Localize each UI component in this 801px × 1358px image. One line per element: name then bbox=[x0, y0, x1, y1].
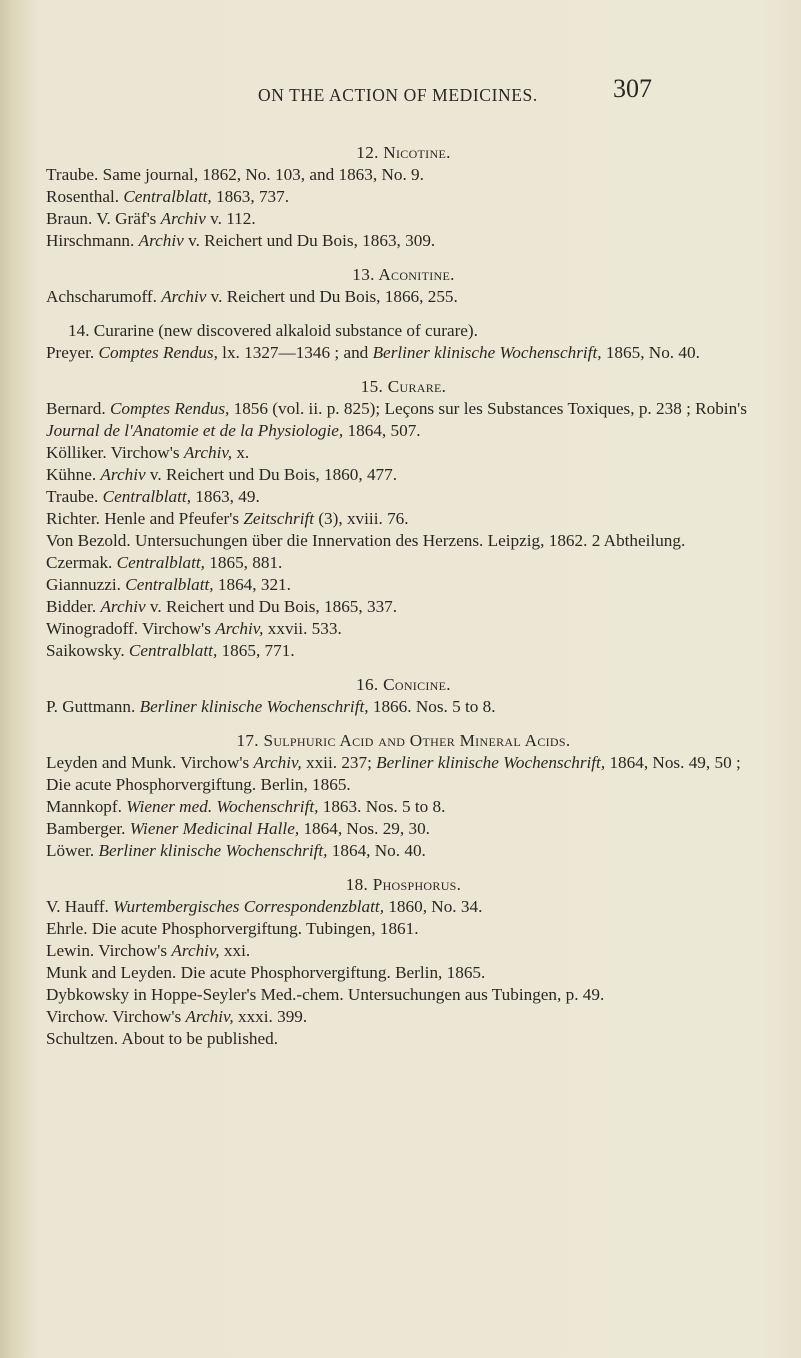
section-heading: 17. Sulphuric Acid and Other Mineral Acids. bbox=[236, 731, 571, 750]
publication-title: Wiener Medicinal Halle, bbox=[129, 819, 300, 838]
bibliography-entry: Saikowsky. Centralblatt, 1865, 771. bbox=[46, 641, 295, 660]
section-spacer bbox=[46, 308, 761, 320]
bibliography-entry: Lewin. Virchow's Archiv, xxi. bbox=[46, 941, 251, 960]
publication-title: Berliner klinische Wochenschrift, bbox=[98, 841, 328, 860]
section-spacer bbox=[46, 718, 761, 730]
bibliography-entry: Bamberger. Wiener Medicinal Halle, 1864, Nos. 29, 30. bbox=[46, 819, 430, 838]
bibliography-entry: Ehrle. Die acute Phosphorvergiftung. Tubingen, 1861. bbox=[46, 919, 419, 938]
section-13 bbox=[46, 264, 761, 308]
bibliography-entry: V. Hauff. Wurtembergisches Correspondenzblatt, 1860, No. 34. bbox=[46, 897, 483, 916]
section-14 bbox=[46, 320, 761, 364]
section-12 bbox=[46, 142, 761, 252]
bibliography-entry: Virchow. Virchow's Archiv, xxxi. 399. bbox=[46, 1007, 308, 1026]
publication-title: Berliner klinische Wochenschrift, bbox=[376, 753, 606, 772]
section-spacer bbox=[46, 662, 761, 674]
section-18 bbox=[46, 874, 761, 1050]
bibliography-entry: Kühne. Archiv v. Reichert und Du Bois, 1860, 477. bbox=[46, 465, 398, 484]
bibliography-entry: Traube. Same journal, 1862, No. 103, and 1863, No. 9. bbox=[46, 165, 424, 184]
running-head: ON THE ACTION OF MEDICINES. bbox=[258, 85, 538, 105]
publication-title: Comptes Rendus, bbox=[109, 399, 230, 418]
publication-title: Archiv bbox=[100, 597, 146, 616]
bibliography-entry: Braun. V. Gräf's Archiv v. 112. bbox=[46, 209, 256, 228]
bibliography-entry: Achscharumoff. Archiv v. Reichert und Du Bois, 1866, 255. bbox=[46, 287, 458, 306]
bibliography-entry: Munk and Leyden. Die acute Phosphorvergiftung. Berlin, 1865. bbox=[46, 963, 486, 982]
publication-title: Centralblatt, bbox=[125, 575, 214, 594]
bibliography-entry: Leyden and Munk. Virchow's Archiv, xxii. 237; Berliner klinische Wochenschrift, 1864, Nos. 49, 50 ; Die acute Phosphorvergiftung. Berlin, 1865. bbox=[46, 753, 741, 794]
bibliography-entry: Preyer. Comptes Rendus, lx. 1327—1346 ; and Berliner klinische Wochenschrift, 1865, No. 40. bbox=[46, 343, 700, 362]
section-spacer bbox=[46, 1050, 761, 1062]
section-15 bbox=[46, 376, 761, 662]
section-heading: 18. Phosphorus. bbox=[345, 875, 462, 894]
bibliography-entry: Bidder. Archiv v. Reichert und Du Bois, 1865, 337. bbox=[46, 597, 398, 616]
section-spacer bbox=[46, 252, 761, 264]
section-heading: 15. Curare. bbox=[360, 377, 447, 396]
publication-title: Archiv, bbox=[171, 941, 220, 960]
publication-title: Archiv bbox=[138, 231, 184, 250]
bibliography-entry: Richter. Henle and Pfeufer's Zeitschrift (3), xviii. 76. bbox=[46, 509, 409, 528]
bibliography-entry: Winogradoff. Virchow's Archiv, xxvii. 533. bbox=[46, 619, 342, 638]
publication-title: Archiv bbox=[161, 287, 207, 306]
section-16 bbox=[46, 674, 761, 718]
publication-title: Centralblatt, bbox=[102, 487, 191, 506]
bibliography-entry: Schultzen. About to be published. bbox=[46, 1029, 279, 1048]
bibliography-entry: Von Bezold. Untersuchungen über die Innervation des Herzens. Leipzig, 1862. 2 Abtheilung. bbox=[46, 531, 686, 550]
publication-title: Centralblatt, bbox=[123, 187, 212, 206]
bibliography-entry: Hirschmann. Archiv v. Reichert und Du Bois, 1863, 309. bbox=[46, 231, 436, 250]
bibliography-body bbox=[46, 142, 761, 1062]
publication-title: Wurtembergisches Correspondenzblatt, bbox=[113, 897, 385, 916]
publication-title: Wiener med. Wochenschrift, bbox=[126, 797, 319, 816]
publication-title: Journal de l'Anatomie et de la Physiologie, bbox=[46, 421, 344, 440]
page-number: 307 bbox=[613, 74, 652, 103]
publication-title: Archiv bbox=[100, 465, 146, 484]
publication-title: Berliner klinische Wochenschrift, bbox=[139, 697, 369, 716]
section-spacer bbox=[46, 862, 761, 874]
section-spacer bbox=[46, 364, 761, 376]
section-17 bbox=[46, 730, 761, 862]
section-heading: 14. Curarine (new discovered alkaloid substance of curare). bbox=[68, 321, 478, 340]
publication-title: Archiv bbox=[160, 209, 206, 228]
section-heading: 16. Conicine. bbox=[356, 675, 451, 694]
bibliography-entry: Mannkopf. Wiener med. Wochenschrift, 1863. Nos. 5 to 8. bbox=[46, 797, 446, 816]
publication-title: Centralblatt, bbox=[116, 553, 205, 572]
publication-title: Comptes Rendus, bbox=[98, 343, 218, 362]
bibliography-entry: Bernard. Comptes Rendus, 1856 (vol. ii. p. 825); Leçons sur les Substances Toxiques, p. 238 ; Robin's Journal de l'Anatomie et de la Physiologie, 1864, 507. bbox=[46, 399, 747, 440]
publication-title: Archiv, bbox=[215, 619, 264, 638]
bibliography-entry: P. Guttmann. Berliner klinische Wochenschrift, 1866. Nos. 5 to 8. bbox=[46, 697, 496, 716]
publication-title: Centralblatt, bbox=[128, 641, 218, 660]
publication-title: Archiv, bbox=[253, 753, 302, 772]
bibliography-entry: Czermak. Centralblatt, 1865, 881. bbox=[46, 553, 283, 572]
bibliography-entry: Traube. Centralblatt, 1863, 49. bbox=[46, 487, 260, 506]
publication-title: Archiv, bbox=[183, 443, 233, 462]
bibliography-entry: Dybkowsky in Hoppe-Seyler's Med.-chem. Untersuchungen aus Tubingen, p. 49. bbox=[46, 985, 605, 1004]
bibliography-entry: Giannuzzi. Centralblatt, 1864, 321. bbox=[46, 575, 291, 594]
publication-title: Archiv, bbox=[185, 1007, 234, 1026]
bibliography-entry: Löwer. Berliner klinische Wochenschrift, 1864, No. 40. bbox=[46, 841, 426, 860]
publication-title: Zeitschrift bbox=[243, 509, 315, 528]
section-heading: 12. Nicotine. bbox=[356, 143, 451, 162]
bibliography-entry: Kölliker. Virchow's Archiv, x. bbox=[46, 443, 250, 462]
section-heading: 13. Aconitine. bbox=[352, 265, 455, 284]
bibliography-entry: Rosenthal. Centralblatt, 1863, 737. bbox=[46, 187, 290, 206]
publication-title: Berliner klinische Wochenschrift, bbox=[372, 343, 602, 362]
